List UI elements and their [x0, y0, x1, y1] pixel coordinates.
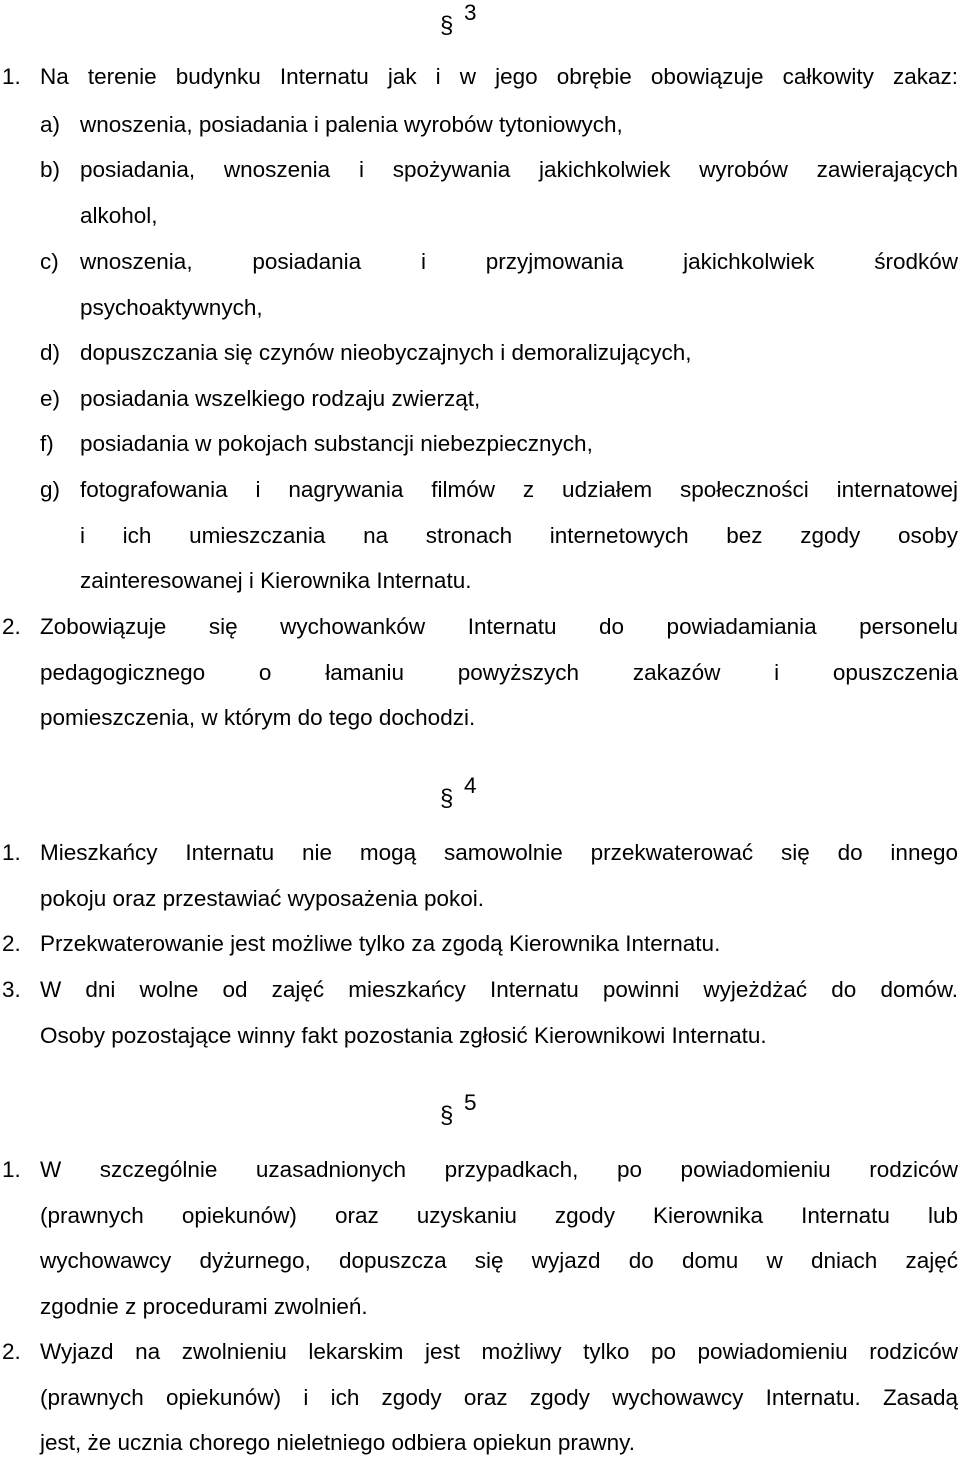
section-mark: § [440, 1102, 454, 1129]
section-number: 4 [464, 773, 477, 798]
paragraph-line-4: zgodnie z procedurami zwolnień. [40, 1294, 368, 1319]
paragraph-number: 3. [2, 977, 21, 1002]
list-text-line-1: wnoszenia, posiadania i przyjmowania jakichkolwiek środków [80, 249, 958, 274]
list-text: wnoszenia, posiadania i palenia wyrobów tytoniowych, [80, 112, 623, 137]
section-mark: § [440, 12, 454, 39]
list-label: b) [40, 157, 61, 182]
paragraph-text: Przekwaterowanie jest możliwe tylko za zgodą Kierownika Internatu. [40, 931, 721, 956]
list-label: f) [40, 431, 54, 456]
paragraph-number: 1. [2, 64, 21, 89]
paragraph-line-2: pokoju oraz przestawiać wyposażenia pokoi. [40, 886, 484, 911]
paragraph-line-1: W szczególnie uzasadnionych przypadkach, po powiadomieniu rodziców [40, 1157, 958, 1182]
list-label: g) [40, 477, 61, 502]
list-label: a) [40, 112, 61, 137]
paragraph-line-2: Osoby pozostające winny fakt pozostania zgłosić Kierownikowi Internatu. [40, 1023, 767, 1048]
list-text: dopuszczania się czynów nieobyczajnych i demoralizujących, [80, 340, 692, 365]
paragraph-line-1: Zobowiązuje się wychowanków Internatu do powiadamiania personelu [40, 614, 958, 639]
section-number: 3 [464, 0, 477, 25]
paragraph-line-3: jest, że ucznia chorego nieletniego odbiera opiekun prawny. [40, 1430, 635, 1455]
list-label: e) [40, 386, 61, 411]
section-number: 5 [464, 1090, 477, 1115]
list-label: c) [40, 249, 59, 274]
paragraph-number: 1. [2, 1157, 21, 1182]
paragraph-number: 1. [2, 840, 21, 865]
paragraph-line-2: (prawnych opiekunów) oraz uzyskaniu zgody Kierownika Internatu lub [40, 1203, 958, 1228]
paragraph-line-3: wychowawcy dyżurnego, dopuszcza się wyjazd do domu w dniach zajęć [40, 1248, 958, 1273]
list-label: d) [40, 340, 61, 365]
paragraph-number: 2. [2, 931, 21, 956]
list-text: posiadania w pokojach substancji niebezpiecznych, [80, 431, 593, 456]
paragraph-number: 2. [2, 1339, 21, 1364]
section-mark: § [440, 785, 454, 812]
section-heading-3 [430, 0, 530, 40]
paragraph-line-1: Wyjazd na zwolnieniu lekarskim jest możliwy tylko po powiadomieniu rodziców [40, 1339, 958, 1364]
list-text-line-1: posiadania, wnoszenia i spożywania jakichkolwiek wyrobów zawierających [80, 157, 958, 182]
list-text-line-3: zainteresowanej i Kierownika Internatu. [80, 568, 472, 593]
list-text-line-1: fotografowania i nagrywania filmów z udziałem społeczności internatowej [80, 477, 958, 502]
list-text-line-2: psychoaktywnych, [80, 295, 263, 320]
list-text-line-2: alkohol, [80, 203, 158, 228]
paragraph-text: Na terenie budynku Internatu jak i w jego obrębie obowiązuje całkowity zakaz: [40, 64, 958, 89]
paragraph-number: 2. [2, 614, 21, 639]
paragraph-line-1: W dni wolne od zajęć mieszkańcy Internatu powinni wyjeżdżać do domów. [40, 977, 958, 1002]
paragraph-line-3: pomieszczenia, w którym do tego dochodzi. [40, 705, 476, 730]
list-text-line-2: i ich umieszczania na stronach internetowych bez zgody osoby [80, 523, 958, 548]
section-heading-4 [430, 773, 530, 813]
section-heading-5 [430, 1090, 530, 1130]
paragraph-line-2: pedagogicznego o łamaniu powyższych zakazów i opuszczenia [40, 660, 958, 685]
paragraph-line-2: (prawnych opiekunów) i ich zgody oraz zgody wychowawcy Internatu. Zasadą [40, 1385, 958, 1410]
paragraph-line-1: Mieszkańcy Internatu nie mogą samowolnie przekwaterować się do innego [40, 840, 958, 865]
list-text: posiadania wszelkiego rodzaju zwierząt, [80, 386, 481, 411]
